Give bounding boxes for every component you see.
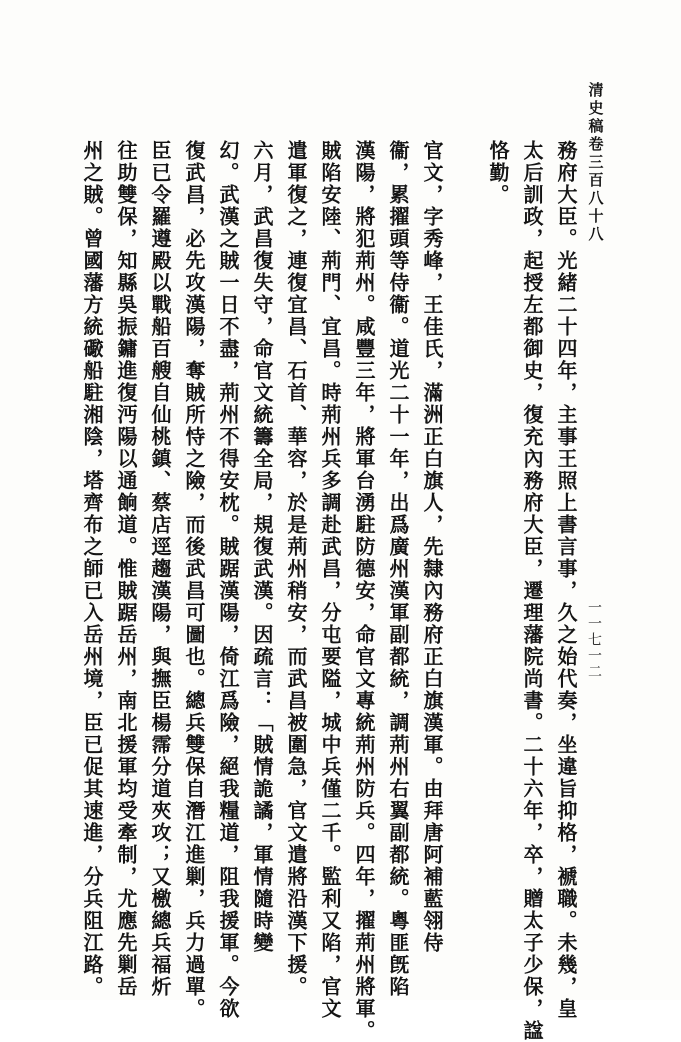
book-title: 清史稿卷三百八十八 bbox=[586, 82, 605, 244]
text-column: 州之賊。曾國藩方統礮船駐湘陰，塔齊布之師已入岳州境，臣已促其速進，分兵阻江路。 bbox=[80, 140, 104, 998]
text-column: 臣已令羅遵殿以戰船百艘自仙桃鎮、蔡店逕趨漢陽，與撫臣楊霈分道夾攻；又檄總兵福炘 bbox=[148, 140, 172, 998]
text-column: 賊陷安陸、荊門、宜昌。時荊州兵多調赴武昌，分屯要隘，城中兵僅二千。監利又陷，官文 bbox=[318, 140, 342, 1020]
page-number: 一一七一二 bbox=[586, 600, 602, 680]
text-column: 漢陽，將犯荊州。咸豐三年，將軍台湧駐防德安，命官文專統荊州防兵。四年，擢荊州將軍。 bbox=[352, 140, 376, 1042]
text-column: 遣軍復之，連復宜昌、石首、華容，於是荊州稍安，而武昌被圍急，官文遣將沿漢下援。 bbox=[284, 140, 308, 998]
running-header bbox=[582, 82, 608, 244]
text-column: 務府大臣。光緒二十四年，主事王照上書言事，久之始代奏，坐違旨抑格，褫職。未幾，皇 bbox=[554, 140, 578, 1020]
vertical-text-body bbox=[77, 140, 581, 1042]
text-column: 往助雙保，知縣吳振鏞進復沔陽以通餉道。惟賊踞岳州，南北援軍均受牽制，尤應先剿岳 bbox=[114, 140, 138, 998]
text-column: 復武昌，必先攻漢陽，奪賊所恃之險，而後武昌可圖也。總兵雙保自潛江進剿，兵力過單。 bbox=[182, 140, 206, 1020]
text-column: 太后訓政，起授左都御史，復充內務府大臣，遷理藩院尚書。二十六年，卒，贈太子少保，諡 bbox=[520, 140, 544, 1042]
text-column: 幻。武漢之賊一日不盡，荊州不得安枕。賊踞漢陽，倚江爲險，絕我糧道，阻我援軍。今欲 bbox=[216, 140, 240, 1020]
column-spacer bbox=[451, 140, 479, 920]
text-column: 恪勤。 bbox=[486, 140, 510, 206]
text-column: 衞，累擢頭等侍衞。道光二十一年，出爲廣州漢軍副都統，調荊州右翼副都統。粵匪旣陷 bbox=[386, 140, 410, 998]
text-column: 官文，字秀峰，王佳氏，滿洲正白旗人，先隸內務府正白旗漢軍。由拜唐阿補藍翎侍 bbox=[420, 140, 444, 954]
text-column: 六月，武昌復失守，命官文統籌全局，規復武漢。因疏言：「賊情詭譎，軍情隨時變 bbox=[250, 140, 274, 954]
